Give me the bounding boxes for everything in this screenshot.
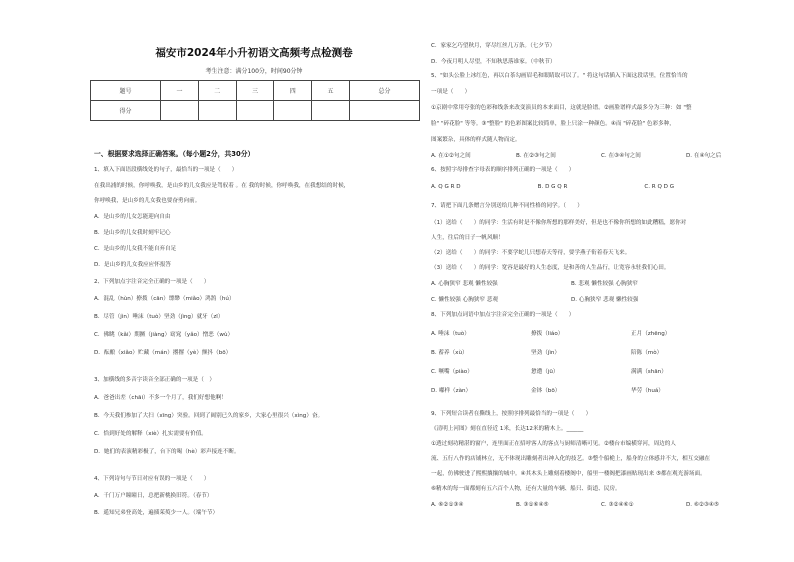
score-cell: 一 <box>161 81 199 101</box>
question-text: 脸" "碎花脸" 等等。③"整脸" 的色彩图案比较简单，脸上只涂一种颜色。④而 "碎花脸" 色彩多种， <box>431 121 675 127</box>
option-b-word: 坚劲（jìn） <box>531 350 561 356</box>
option-b[interactable]: B. 蓄养（xù） <box>431 350 468 356</box>
options-row <box>431 152 771 161</box>
option-d-word: 华劳（huá） <box>631 388 664 394</box>
score-cell[interactable] <box>312 101 350 121</box>
option-b[interactable]: B．是山乡的儿女我时刻牢记心 <box>94 230 171 236</box>
option-a[interactable]: A．是山乡的儿女怎能迎向自由 <box>94 214 171 220</box>
question-4-continued <box>431 42 771 67</box>
question-9 <box>431 410 771 510</box>
question-text: ①京剧中常用夸张的色彩和线条来改变演员的本来面目，这就是脸谱。②画脸谱样式最多分为三种：如 "整 <box>431 105 692 111</box>
options-row <box>431 387 731 396</box>
option-c[interactable]: C. 懒性较强 心胸狭窄 悲观 <box>431 297 498 303</box>
question-5 <box>431 72 771 161</box>
option-a-word: 撩拨（liáo） <box>531 331 564 337</box>
option-a-word: 正月（zhēng） <box>631 331 671 337</box>
question-text: ①透过刻功精湛的窗户，连里面正在招呼客人的客点与厨师清晰可见。②楼台市编横穿河，周边的人 <box>431 441 676 447</box>
question-4 <box>94 475 424 518</box>
question-stem: 9、下列短合读者在撕线上，按照序排列最恰当的一项是（ ） <box>431 411 592 417</box>
question-2 <box>94 278 424 358</box>
option-c[interactable]: C. 噘嘴（piào） <box>431 369 473 375</box>
option-a[interactable]: A．混乱（hùn）撩拨（cān）缥缈（miǎo）鸿鹄（hú） <box>94 296 235 302</box>
option-a[interactable]: A．爸爸出差（chāi）不多一个月了，我们好想他啊！ <box>94 395 227 401</box>
section-1 <box>94 148 424 158</box>
score-cell: 总分 <box>349 81 419 101</box>
score-cell[interactable] <box>274 101 312 121</box>
question-text: 《清明上河图》刻在直径近 1米，长达12米的精木上。______ <box>431 426 584 432</box>
question-text: （2）送给（ ）的同学：不要学蛇儿只想春天等待，要学燕子衔着春天飞来。 <box>431 250 631 256</box>
score-cell: 三 <box>236 81 274 101</box>
score-cell[interactable] <box>161 101 199 121</box>
option-a[interactable]: A. ⑥②①③④ <box>431 502 464 508</box>
option-b[interactable]: B. ③①⑥④⑤ <box>516 502 549 508</box>
question-text: ⑥精木的每一面都刻有五六百个人物，还有大量的车辆、船只、街道、民房。 <box>431 486 621 492</box>
question-stem: 1、填入下面语段横线处的句子，最恰当的一项是（ ） <box>94 167 238 173</box>
score-cell[interactable] <box>198 101 236 121</box>
score-cell: 五 <box>312 81 350 101</box>
score-table <box>90 80 420 121</box>
question-text: （1）送给（ ）的同学：生活有时是不像你所想的那样美好，但是也不像你所想的如此糟糕，愿你对 <box>431 220 687 226</box>
question-stem: 6、按照字母排查字母表的顺序排列正确的一项是（ ） <box>431 167 575 173</box>
question-stem: 3、加横线的多音字读音全部正确的一项是（ ） <box>94 377 216 383</box>
question-stem: 2、下列加点字注音完全正确的一项是（ ） <box>94 279 210 285</box>
option-d[interactable]: D. 心胸狭窄 悲观 懒性较强 <box>571 297 639 303</box>
question-text: 一项是（ ） <box>431 89 471 95</box>
question-3 <box>94 376 424 457</box>
options-row <box>431 501 771 510</box>
option-b-word: 陪陈（mò） <box>631 350 663 356</box>
option-a[interactable]: A. 唾沫（tuò） <box>431 331 470 337</box>
option-c[interactable]: C. ③②④⑥① <box>601 502 634 508</box>
question-stem: 4、下列诗句与节日对应有误的一项是（ ） <box>94 476 210 482</box>
exam-notice: 考生注意：满分100分，时间90分钟 <box>205 68 303 75</box>
option-c[interactable]: C．佛眺（kǎi）期撅（jiàng）窈窕（yǎo）憎恶（wù） <box>94 332 234 338</box>
section-title: 一、根据要求选择正确答案。（每小题2分，共30分） <box>94 150 255 158</box>
option-d-word: 金钵（bō） <box>531 388 561 394</box>
score-cell[interactable] <box>236 101 274 121</box>
options-row <box>431 280 711 289</box>
option-d[interactable]: D. ⑥②③④⑤ <box>686 502 719 508</box>
option-c[interactable]: C．是山乡的儿女我不能自弃自足 <box>94 246 177 252</box>
question-text: 在我出浦的时候，你呼唤我，是山乡的儿女我应是驾驭着 。在 我的时候，你呼唤我，在我想结的时候， <box>94 183 350 189</box>
question-6 <box>431 166 771 192</box>
option-d[interactable]: D．是山乡的儿女我应应怀报答 <box>94 262 172 268</box>
question-8 <box>431 311 771 396</box>
option-c[interactable]: C. R Q D G <box>644 184 675 190</box>
option-d[interactable]: D. 在④句之后 <box>686 153 722 159</box>
option-d[interactable]: D．她们的表演精彩极了，台下的喝（hè）彩声接连不断。 <box>94 449 240 455</box>
option-b[interactable]: B．尽管（jìn）唾沫（tuò）坚劲（jìng）就牙（zī） <box>94 314 224 320</box>
question-text: 流、五行八作的店铺林立，无不体现出雕刻者出神入化的技艺。③整个船桅上，船身的立体感并不大，相互交融在 <box>431 456 711 462</box>
options-row <box>431 349 731 358</box>
option-a[interactable]: A. 在①②句之间 <box>431 153 471 159</box>
question-stem: 5、"如头公脸上冰红色，再以白茶勾画眉毛和眼睛取可以了。" 将这句话插入下面这段话里，位置恰当的 <box>431 73 688 79</box>
option-b[interactable]: B．今天我们参加了大扫（xīng）突验。回到了阔别已久的家乡，大家心里很兴（xìng）奋。 <box>94 413 324 419</box>
options-row <box>431 368 731 377</box>
score-cell[interactable] <box>349 101 419 121</box>
option-a[interactable]: A. 心胸狭窄 悲观 懒性较强 <box>431 281 498 287</box>
option-a[interactable]: A．千门万户瞳瞳日，总把新桃换旧符。（春节） <box>94 493 213 499</box>
option-c[interactable]: C．恰到好处的解释（xiè）扎实需要有价值。 <box>94 431 207 437</box>
score-table-row <box>91 101 420 121</box>
question-text: 图案繁杂，具体的样式随人物而定。 <box>431 137 521 143</box>
options-row <box>431 183 751 192</box>
question-text: （3）送给（ ）的同学：宽容是最好的人生态度，是和善的人生品行，让宽容永驻我们心田。 <box>431 265 670 271</box>
option-b[interactable]: B. 在②③句之间 <box>516 153 556 159</box>
score-table-row <box>91 81 420 101</box>
score-cell: 四 <box>274 81 312 101</box>
question-1 <box>94 166 424 270</box>
question-text: 人生，往后的日子一帆风顺！ <box>431 235 504 241</box>
question-text: 一起，仿佛驶进了熙熙攘攘的城中。④其木头上雕刻着楼阁中，船里一楼阁把漆画贴现出来 ⑤都在观光游场面。 <box>431 471 706 477</box>
options-row <box>431 296 711 305</box>
option-c-word: 惫遭（jū） <box>531 369 559 375</box>
options-row <box>431 330 731 339</box>
score-cell: 得分 <box>91 101 161 121</box>
question-7 <box>431 202 771 305</box>
question-text: 你呼唤我，是山乡的儿女我也要奋勇向前。 <box>94 198 201 204</box>
question-stem: 7、请把下面几条赠言分别送给几种不同性格的同学。（ ） <box>431 203 583 209</box>
option-c-word: 满满（shān） <box>631 369 667 375</box>
option-b[interactable]: B. 悲观 懒性较强 心胸狭窄 <box>571 281 638 287</box>
option-d[interactable]: D. 嘟样（zàn） <box>431 388 472 394</box>
question-stem: 8、下列加点词语中加点字注音完全正确的一项是（ ） <box>431 312 575 318</box>
option-c[interactable]: C. 在③④句之间 <box>601 153 641 159</box>
page-title: 福安市2024年小升初语文高频考点检测卷 <box>155 47 353 59</box>
option-b[interactable]: B．遥知兄弟登高处，遍插茱萸少一人。（端午节） <box>94 510 219 516</box>
option-b[interactable]: B. D G Q R <box>537 184 568 190</box>
option-a[interactable]: A. Q G R D <box>431 184 461 190</box>
option-d[interactable]: D．酝酿（xiǎo）贮藏（mán）撂撂（yè）颤抖（bō） <box>94 350 232 356</box>
score-cell: 题号 <box>91 81 161 101</box>
score-cell: 二 <box>198 81 236 101</box>
option-c[interactable]: C．家家乞巧望秋月，穿尽红丝几万条。（七夕节） <box>431 43 556 49</box>
option-d[interactable]: D．今夜月明人尽望，不知秋思落谁家。（中秋节） <box>431 59 556 65</box>
